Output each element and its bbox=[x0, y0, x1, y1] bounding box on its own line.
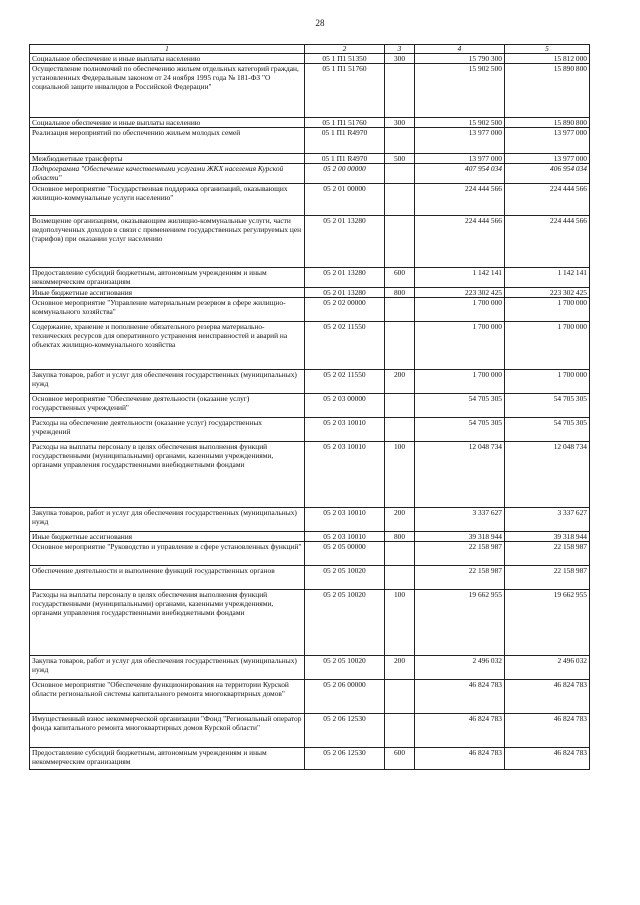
cell-value-2: 46 824 783 bbox=[505, 748, 590, 770]
cell-value-2: 406 954 034 bbox=[505, 164, 590, 184]
header-col-vr: 3 bbox=[385, 45, 415, 54]
table-header-row bbox=[30, 45, 590, 54]
cell-name: Закупка товаров, работ и услуг для обеспечения государственных (муниципальных) нужд bbox=[30, 370, 305, 394]
cell-value-1: 22 158 987 bbox=[415, 542, 505, 566]
cell-value-1: 224 444 566 bbox=[415, 184, 505, 216]
table-row bbox=[30, 118, 590, 128]
cell-expense-type: 200 bbox=[385, 370, 415, 394]
cell-expense-type: 800 bbox=[385, 532, 415, 542]
cell-expense-type: 100 bbox=[385, 590, 415, 656]
cell-value-1: 224 444 566 bbox=[415, 216, 505, 268]
cell-code: 05 2 05 00000 bbox=[305, 542, 385, 566]
cell-value-1: 407 954 034 bbox=[415, 164, 505, 184]
table-row bbox=[30, 680, 590, 714]
cell-value-2: 46 824 783 bbox=[505, 714, 590, 748]
cell-expense-type: 800 bbox=[385, 288, 415, 298]
cell-expense-type bbox=[385, 298, 415, 322]
budget-table bbox=[29, 44, 590, 770]
cell-code: 05 2 03 00000 bbox=[305, 394, 385, 418]
cell-code: 05 1 П1 51760 bbox=[305, 64, 385, 118]
cell-name: Основное мероприятие "Обеспечение функционирования на территории Курской области региональной системы капитального ремонта многоквартирных домов" bbox=[30, 680, 305, 714]
cell-value-2: 19 662 955 bbox=[505, 590, 590, 656]
table-row bbox=[30, 128, 590, 154]
cell-code: 05 2 01 13280 bbox=[305, 288, 385, 298]
cell-code: 05 2 03 10010 bbox=[305, 508, 385, 532]
cell-name: Возмещение организациям, оказывающим жилищно-коммунальные услуги, части недополученных доходов в связи с применением государственных регулируемых цен (тарифов) при оказании услуг населению bbox=[30, 216, 305, 268]
cell-name: Имущественный взнос некоммерческой организации "Фонд "Региональный оператор фонда капитального ремонта многоквартирных домов Курской области" bbox=[30, 714, 305, 748]
cell-value-1: 39 318 944 bbox=[415, 532, 505, 542]
cell-value-2: 1 700 000 bbox=[505, 370, 590, 394]
cell-value-1: 2 496 032 bbox=[415, 656, 505, 680]
cell-value-1: 1 700 000 bbox=[415, 322, 505, 370]
cell-expense-type bbox=[385, 322, 415, 370]
table-row bbox=[30, 268, 590, 288]
cell-code: 05 2 03 10010 bbox=[305, 418, 385, 442]
cell-name: Социальное обеспечение и иные выплаты населению bbox=[30, 118, 305, 128]
cell-code: 05 1 П1 R4970 bbox=[305, 154, 385, 164]
cell-code: 05 2 02 11550 bbox=[305, 370, 385, 394]
cell-code: 05 2 01 13280 bbox=[305, 268, 385, 288]
table-row bbox=[30, 288, 590, 298]
cell-value-2: 1 700 000 bbox=[505, 298, 590, 322]
table-row bbox=[30, 508, 590, 532]
cell-value-1: 12 048 734 bbox=[415, 442, 505, 508]
cell-expense-type: 300 bbox=[385, 118, 415, 128]
cell-expense-type: 100 bbox=[385, 442, 415, 508]
table-row bbox=[30, 532, 590, 542]
cell-value-2: 224 444 566 bbox=[505, 216, 590, 268]
cell-value-2: 12 048 734 bbox=[505, 442, 590, 508]
cell-expense-type: 600 bbox=[385, 268, 415, 288]
cell-code: 05 2 01 13280 bbox=[305, 216, 385, 268]
cell-name: Обеспечение деятельности и выполнение функций государственных органов bbox=[30, 566, 305, 590]
cell-value-1: 54 705 305 bbox=[415, 394, 505, 418]
cell-name: Межбюджетные трансферты bbox=[30, 154, 305, 164]
cell-value-1: 15 902 500 bbox=[415, 64, 505, 118]
cell-value-2: 2 496 032 bbox=[505, 656, 590, 680]
cell-code: 05 2 00 00000 bbox=[305, 164, 385, 184]
header-col-value-2: 5 bbox=[505, 45, 590, 54]
cell-value-2: 15 890 800 bbox=[505, 118, 590, 128]
cell-value-1: 19 662 955 bbox=[415, 590, 505, 656]
table-row bbox=[30, 298, 590, 322]
cell-name: Содержание, хранение и пополнение обязательного резерва материально-технических ресурсов для оперативного устранения неисправностей и аварий на объектах жилищно-коммунального хозяйства bbox=[30, 322, 305, 370]
cell-name: Основное мероприятие "Обеспечение деятельности (оказание услуг) государственных учреждений" bbox=[30, 394, 305, 418]
cell-name: Иные бюджетные ассигнования bbox=[30, 532, 305, 542]
cell-value-2: 3 337 627 bbox=[505, 508, 590, 532]
cell-value-1: 46 824 783 bbox=[415, 714, 505, 748]
table-row bbox=[30, 714, 590, 748]
cell-expense-type bbox=[385, 418, 415, 442]
cell-value-2: 39 318 944 bbox=[505, 532, 590, 542]
table-row bbox=[30, 216, 590, 268]
table-row bbox=[30, 542, 590, 566]
cell-expense-type: 300 bbox=[385, 54, 415, 64]
table-row bbox=[30, 418, 590, 442]
cell-code: 05 2 06 12530 bbox=[305, 748, 385, 770]
cell-value-2: 15 812 000 bbox=[505, 54, 590, 64]
header-col-name: 1 bbox=[30, 45, 305, 54]
cell-code: 05 2 05 10020 bbox=[305, 566, 385, 590]
cell-name: Подпрограмма "Обеспечение качественными услугами ЖКХ населения Курской области" bbox=[30, 164, 305, 184]
cell-value-1: 46 824 783 bbox=[415, 748, 505, 770]
cell-value-2: 46 824 783 bbox=[505, 680, 590, 714]
cell-expense-type bbox=[385, 184, 415, 216]
cell-name: Социальное обеспечение и иные выплаты населению bbox=[30, 54, 305, 64]
table-row bbox=[30, 54, 590, 64]
cell-code: 05 2 03 10010 bbox=[305, 442, 385, 508]
cell-value-1: 15 790 300 bbox=[415, 54, 505, 64]
cell-value-1: 1 142 141 bbox=[415, 268, 505, 288]
cell-value-1: 13 977 000 bbox=[415, 154, 505, 164]
cell-name: Предоставление субсидий бюджетным, автономным учреждениям и иным некоммерческим организациям bbox=[30, 748, 305, 770]
table-row bbox=[30, 656, 590, 680]
cell-value-1: 22 158 987 bbox=[415, 566, 505, 590]
cell-value-2: 13 977 000 bbox=[505, 154, 590, 164]
cell-expense-type bbox=[385, 714, 415, 748]
header-col-code: 2 bbox=[305, 45, 385, 54]
cell-name: Расходы на выплаты персоналу в целях обеспечения выполнения функций государственными (муниципальными) органами, казенными учреждениями, органами управления государственными внебюджетными фондами bbox=[30, 590, 305, 656]
cell-value-2: 54 705 305 bbox=[505, 394, 590, 418]
table-row bbox=[30, 370, 590, 394]
cell-name: Закупка товаров, работ и услуг для обеспечения государственных (муниципальных) нужд bbox=[30, 508, 305, 532]
cell-value-2: 224 444 566 bbox=[505, 184, 590, 216]
header-col-value-1: 4 bbox=[415, 45, 505, 54]
cell-code: 05 2 01 00000 bbox=[305, 184, 385, 216]
cell-value-1: 1 700 000 bbox=[415, 298, 505, 322]
cell-expense-type bbox=[385, 128, 415, 154]
page-number: 28 bbox=[315, 18, 325, 28]
cell-code: 05 2 06 12530 bbox=[305, 714, 385, 748]
cell-value-1: 13 977 000 bbox=[415, 128, 505, 154]
cell-name: Закупка товаров, работ и услуг для обеспечения государственных (муниципальных) нужд bbox=[30, 656, 305, 680]
cell-name: Осуществление полномочий по обеспечению жильем отдельных категорий граждан, установленных Федеральным законом от 24 ноября 1995 года № 181-ФЗ "О социальной защите инвалидов в Российской Федерации" bbox=[30, 64, 305, 118]
cell-value-2: 13 977 000 bbox=[505, 128, 590, 154]
table-body bbox=[30, 54, 590, 770]
cell-name: Иные бюджетные ассигнования bbox=[30, 288, 305, 298]
cell-value-2: 1 142 141 bbox=[505, 268, 590, 288]
cell-value-2: 15 890 800 bbox=[505, 64, 590, 118]
cell-code: 05 2 05 10020 bbox=[305, 590, 385, 656]
cell-code: 05 1 П1 R4970 bbox=[305, 128, 385, 154]
cell-value-1: 3 337 627 bbox=[415, 508, 505, 532]
cell-expense-type bbox=[385, 542, 415, 566]
cell-value-1: 46 824 783 bbox=[415, 680, 505, 714]
cell-expense-type: 600 bbox=[385, 748, 415, 770]
cell-value-2: 223 302 425 bbox=[505, 288, 590, 298]
cell-code: 05 2 02 00000 bbox=[305, 298, 385, 322]
cell-code: 05 2 06 00000 bbox=[305, 680, 385, 714]
cell-value-2: 1 700 000 bbox=[505, 322, 590, 370]
cell-expense-type bbox=[385, 566, 415, 590]
cell-expense-type bbox=[385, 216, 415, 268]
cell-expense-type: 200 bbox=[385, 656, 415, 680]
cell-code: 05 2 03 10010 bbox=[305, 532, 385, 542]
cell-expense-type bbox=[385, 394, 415, 418]
table-row bbox=[30, 64, 590, 118]
table-row bbox=[30, 394, 590, 418]
cell-value-1: 1 700 000 bbox=[415, 370, 505, 394]
cell-name: Расходы на выплаты персоналу в целях обеспечения выполнения функций государственными (муниципальными) органами, казенными учреждениями, органами управления государственными внебюджетными фондами bbox=[30, 442, 305, 508]
cell-name: Реализация мероприятий по обеспечению жильем молодых семей bbox=[30, 128, 305, 154]
cell-value-2: 22 158 987 bbox=[505, 566, 590, 590]
cell-code: 05 1 П1 51350 bbox=[305, 54, 385, 64]
table-row bbox=[30, 748, 590, 770]
cell-name: Расходы на обеспечение деятельности (оказание услуг) государственных учреждений bbox=[30, 418, 305, 442]
cell-value-1: 54 705 305 bbox=[415, 418, 505, 442]
cell-value-2: 54 705 305 bbox=[505, 418, 590, 442]
cell-expense-type: 200 bbox=[385, 508, 415, 532]
cell-name: Основное мероприятие "Государственная поддержка организаций, оказывающих жилищно-коммунальные услуги населению" bbox=[30, 184, 305, 216]
table-row bbox=[30, 590, 590, 656]
cell-value-2: 22 158 987 bbox=[505, 542, 590, 566]
cell-expense-type bbox=[385, 64, 415, 118]
cell-code: 05 2 02 11550 bbox=[305, 322, 385, 370]
table-row bbox=[30, 154, 590, 164]
cell-name: Основное мероприятие "Руководство и управление в сфере установленных функций" bbox=[30, 542, 305, 566]
cell-name: Основное мероприятие "Управление материальным резервом в сфере жилищно-коммунального хозяйства" bbox=[30, 298, 305, 322]
cell-expense-type bbox=[385, 164, 415, 184]
cell-expense-type bbox=[385, 680, 415, 714]
cell-expense-type: 500 bbox=[385, 154, 415, 164]
table-row bbox=[30, 184, 590, 216]
table-row bbox=[30, 566, 590, 590]
cell-code: 05 2 05 10020 bbox=[305, 656, 385, 680]
table-row bbox=[30, 164, 590, 184]
table-row bbox=[30, 442, 590, 508]
cell-value-1: 223 302 425 bbox=[415, 288, 505, 298]
cell-value-1: 15 902 500 bbox=[415, 118, 505, 128]
cell-name: Предоставление субсидий бюджетным, автономным учреждениям и иным некоммерческим организациям bbox=[30, 268, 305, 288]
cell-code: 05 1 П1 51760 bbox=[305, 118, 385, 128]
table-row bbox=[30, 322, 590, 370]
